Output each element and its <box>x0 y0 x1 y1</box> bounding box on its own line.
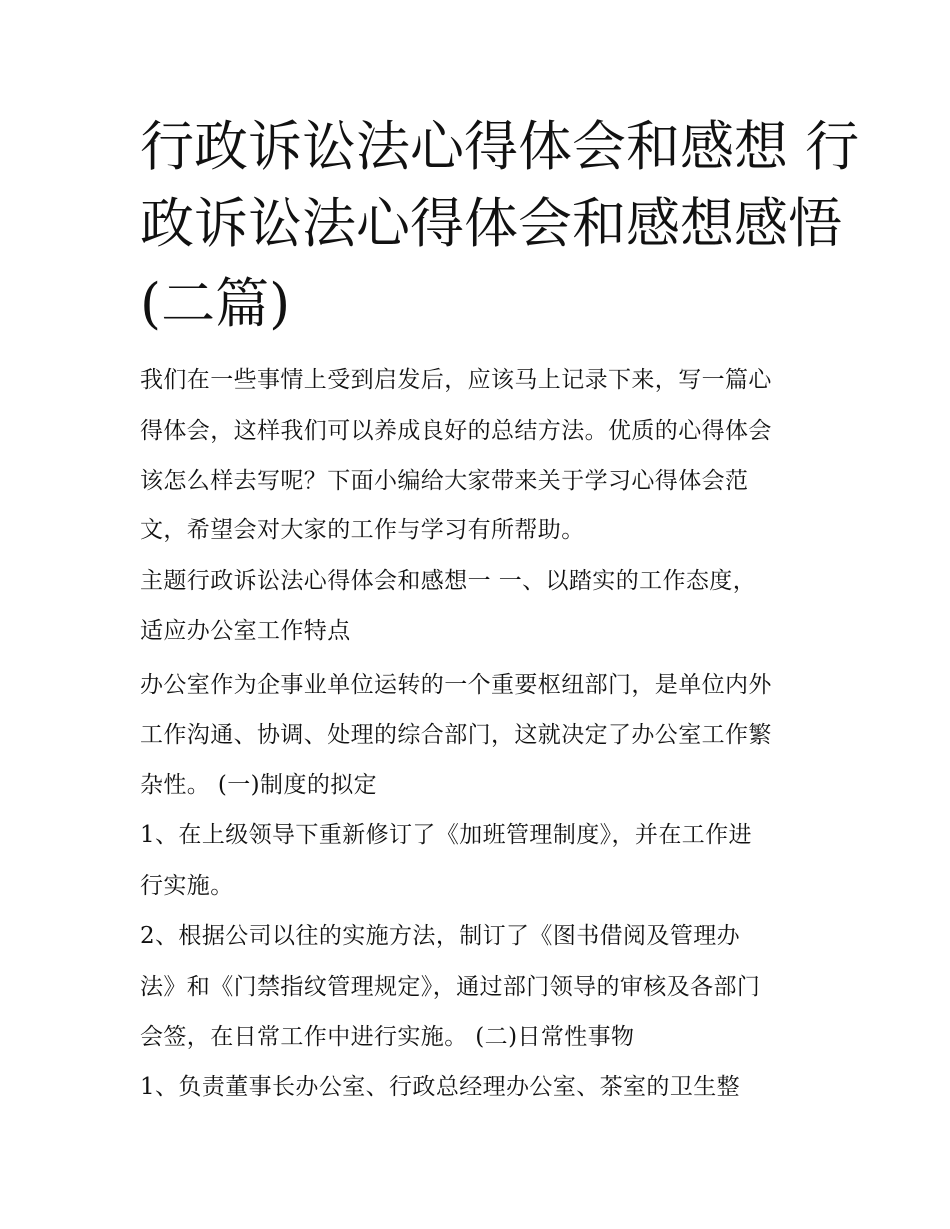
body-line-6: 适应办公室工作特点 <box>140 618 351 644</box>
document-title-line-2: 政诉讼法心得体会和感想感悟 <box>140 192 842 255</box>
body-line-3: 该怎么样去写呢？下面小编给大家带来关于学习心得体会范 <box>140 468 749 494</box>
body-line-7: 办公室作为企事业单位运转的一个重要枢纽部门，是单位内外 <box>140 672 772 698</box>
body-line-9: 杂性。 (一)制度的拟定 <box>140 772 378 798</box>
body-line-1: 我们在一些事情上受到启发后，应该马上记录下来，写一篇心 <box>140 367 772 393</box>
body-line-4: 文，希望会对大家的工作与学习有所帮助。 <box>140 517 585 543</box>
body-line-12: 2、根据公司以往的实施方法，制订了《图书借阅及管理办 <box>140 923 741 949</box>
body-line-10: 1、在上级领导下重新修订了《加班管理制度》，并在工作进 <box>140 822 752 848</box>
body-line-15: 1、负责董事长办公室、行政总经理办公室、茶室的卫生整 <box>140 1074 741 1100</box>
body-line-5: 主题行政诉讼法心得体会和感想一 一、以踏实的工作态度， <box>140 568 757 594</box>
body-line-11: 行实施。 <box>140 873 234 899</box>
body-line-13: 法》和《门禁指纹管理规定》，通过部门领导的审核及各部门 <box>140 974 761 1000</box>
body-line-2: 得体会，这样我们可以养成良好的总结方法。优质的心得体会 <box>140 418 772 444</box>
body-line-8: 工作沟通、协调、处理的综合部门，这就决定了办公室工作繁 <box>140 722 772 748</box>
document-title-line-1: 行政诉讼法心得体会和感想 行 <box>140 115 860 178</box>
body-line-14: 会签，在日常工作中进行实施。 (二)日常性事物 <box>140 1024 635 1050</box>
document-title-line-3: (二篇) <box>140 272 291 335</box>
